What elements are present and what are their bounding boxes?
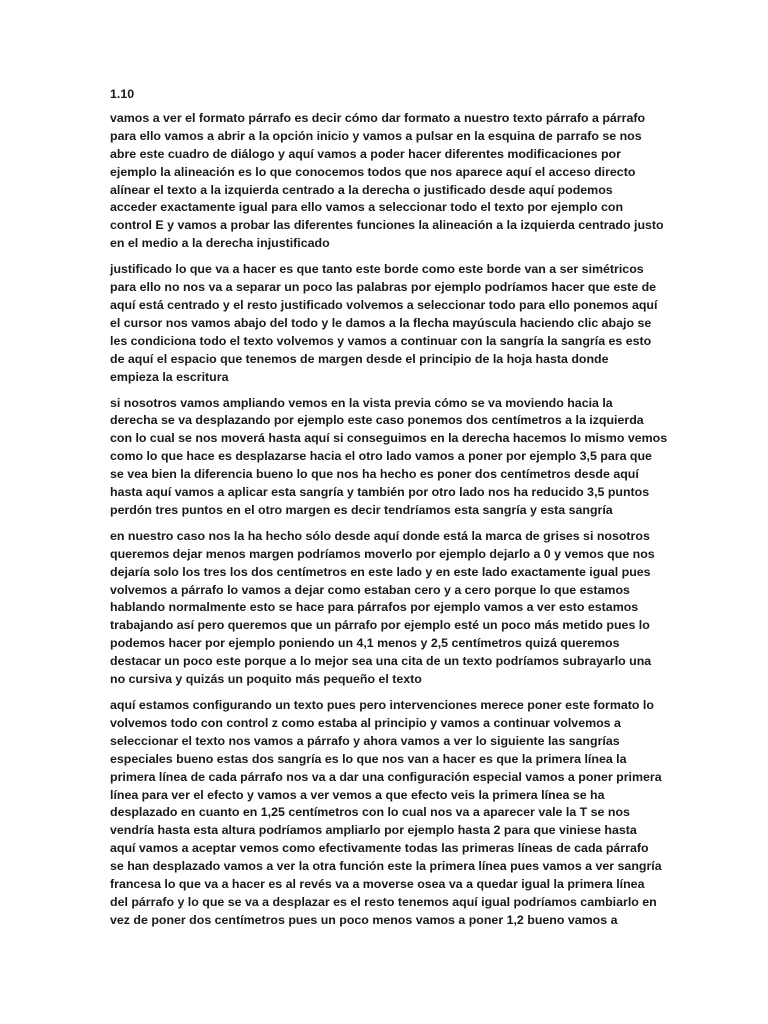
- text-line: línea para ver el efecto y vamos a ver vemos a que efecto veis la primera línea se ha: [110, 787, 605, 802]
- text-line: volvemos a párrafo lo vamos a dejar como estaban cero y a cero porque lo que estamos: [110, 582, 630, 597]
- text-line: derecha se va desplazando por ejemplo este caso ponemos dos centímetros a la izquierda: [110, 413, 644, 428]
- text-line: destacar un poco este porque a lo mejor sea una cita de un texto podríamos subrayarlo una: [110, 654, 652, 669]
- paragraph-5: [110, 697, 660, 930]
- text-line: alínear el texto a la izquierda centrado a la derecha o justificado desde aquí podemos: [110, 182, 613, 197]
- text-line: trabajando así pero queremos que un párrafo por ejemplo esté un poco más metido pues lo: [110, 618, 650, 633]
- text-line: vamos a ver el formato párrafo es decir cómo dar formato a nuestro texto párrafo a párrafo: [110, 110, 646, 125]
- text-line: acceder exactamente igual para ello vamos a seleccionar todo el texto por ejemplo con: [110, 200, 624, 215]
- text-line: primera línea de cada párrafo nos va a dar una configuración especial vamos a poner primera: [110, 769, 662, 784]
- paragraph-3: [110, 395, 668, 520]
- text-line: en el medio a la derecha injustificado: [110, 236, 330, 251]
- text-line: empieza la escritura: [110, 369, 229, 384]
- text-line: desplazado en cuanto en 1,25 centímetros con lo cual nos va a aparecer vale la T se nos: [110, 805, 630, 820]
- text-line: el cursor nos vamos abajo del todo y le damos a la flecha mayúscula haciendo clic abajo se: [110, 315, 652, 330]
- text-line: si nosotros vamos ampliando vemos en la vista previa cómo se va moviendo hacia la: [110, 395, 613, 410]
- document-page: [110, 86, 668, 938]
- text-line: dejaría solo los tres los dos centímetros en este lado y en este lado exactamente igual pues: [110, 564, 651, 579]
- text-line: seleccionar el texto nos vamos a párrafo y ahora vamos a ver lo siguiente las sangrías: [110, 733, 620, 748]
- text-line: vez de poner dos centímetros pues un poco menos vamos a poner 1,2 bueno vamos a: [110, 912, 618, 927]
- text-line: aquí estamos configurando un texto pues pero intervenciones merece poner este formato lo: [110, 698, 654, 712]
- text-line: control E y vamos a probar las diferentes funciones la alineación a la izquierda centrado justo: [110, 218, 664, 233]
- text-line: queremos dejar menos margen podríamos moverlo por ejemplo dejarlo a 0 y vemos que nos: [110, 546, 655, 561]
- text-line: para ello no nos va a separar un poco las palabras por ejemplo podríamos hacer que este de: [110, 280, 657, 295]
- text-line: francesa lo que va a hacer es al revés va a moverse osea va a quedar igual la primera línea: [110, 877, 645, 892]
- text-line: justificado lo que va a hacer es que tanto este borde como este borde van a ser simétricos: [110, 262, 644, 277]
- paragraph-4: [110, 528, 660, 689]
- section-number: 1.10: [110, 87, 135, 101]
- text-line: especiales bueno estas dos sangría es lo que nos van a hacer es que la primera línea la: [110, 751, 627, 766]
- text-line: abre este cuadro de diálogo y aquí vamos a poder hacer diferentes modificaciones por: [110, 146, 621, 161]
- text-line: se han desplazado vamos a ver la otra función este la primera línea pues vamos a ver sangría: [110, 859, 662, 874]
- text-line: volvemos todo con control z como estaba al principio y vamos a continuar volvemos a: [110, 715, 621, 730]
- text-line: les condiciona todo el texto volvemos y vamos a continuar con la sangría la sangría es esto: [110, 333, 652, 348]
- text-line: aquí está centrado y el resto justificado volvemos a seleccionar todo para ello ponemos aquí: [110, 297, 658, 312]
- text-line: para ello vamos a abrir a la opción inicio y vamos a pulsar en la esquina de parrafo se nos: [110, 128, 642, 143]
- text-line: no cursiva y quizás un poquito más pequeño el texto: [110, 672, 422, 687]
- text-line: ejemplo la alineación es lo que conocemos todos que nos aparece aquí el acceso directo: [110, 164, 636, 179]
- text-line: del párrafo y lo que se va a desplazar es el resto tenemos aquí igual podríamos cambiarlo en: [110, 894, 657, 909]
- paragraph-1: [110, 110, 664, 253]
- text-line: perdón tres puntos en el otro margen es decir tendríamos esta sangría y esta sangría: [110, 502, 613, 517]
- text-line: de aquí el espacio que tenemos de margen desde el principio de la hoja hasta donde: [110, 351, 609, 366]
- text-line: vendría hasta esta altura podríamos ampliarlo por ejemplo hasta 2 para que viniese hasta: [110, 823, 637, 838]
- text-line: hasta aquí vamos a aplicar esta sangría y también por otro lado nos ha reducido 3,5 puntos: [110, 485, 650, 500]
- text-line: podemos hacer por ejemplo poniendo un 4,1 menos y 2,5 centímetros quizá queremos: [110, 636, 620, 651]
- document-body: [110, 110, 668, 930]
- text-line: aquí vamos a aceptar vemos como efectivamente todas las primeras líneas de cada párrafo: [110, 841, 649, 856]
- text-line: como lo que hace es desplazarse hacia el otro lado vamos a poner por ejemplo 3,5 para que: [110, 449, 652, 464]
- text-line: hablando normalmente esto se hace para párrafos por ejemplo vamos a ver esto estamos: [110, 600, 639, 615]
- text-line: con lo cual se nos moverá hasta aquí si conseguimos en la derecha hacemos lo mismo vemos: [110, 431, 668, 446]
- text-line: en nuestro caso nos la ha hecho sólo desde aquí donde está la marca de grises si nosotros: [110, 528, 650, 543]
- text-line: se vea bien la diferencia bueno lo que nos ha hecho es poner dos centímetros desde aquí: [110, 467, 639, 482]
- paragraph-2: [110, 261, 660, 386]
